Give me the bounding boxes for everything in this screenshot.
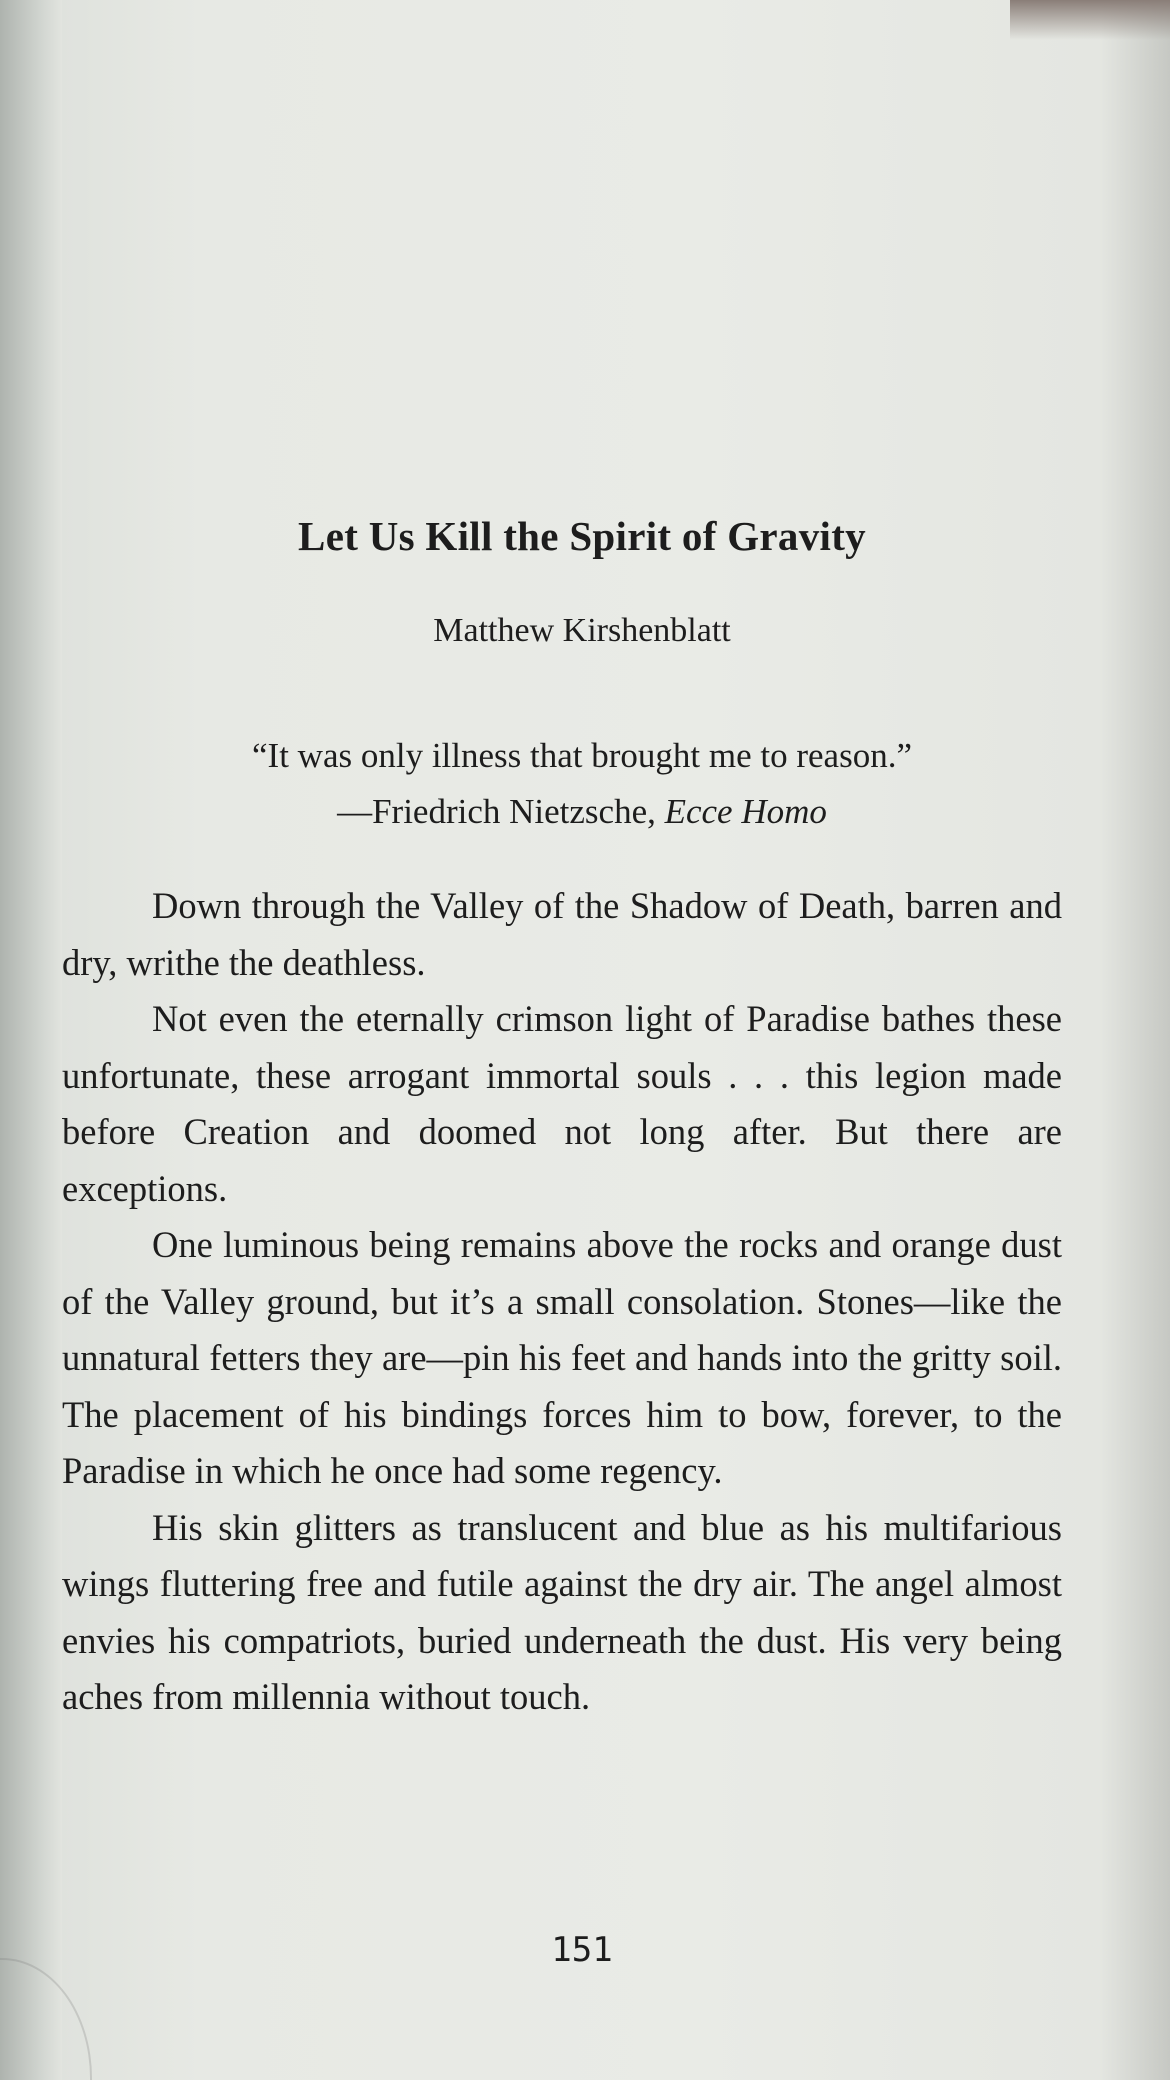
epigraph-author: —Friedrich Nietzsche, (337, 792, 665, 831)
page-gutter (0, 0, 62, 2080)
story-title: Let Us Kill the Spirit of Gravity (298, 513, 866, 559)
paragraph: His skin glitters as translucent and blue as his multifarious wings fluttering free and futile against the dry air. The angel almost envies his compatriots, buried underneath the dust. His very being aches from millennia without touch. (62, 1506, 1062, 1717)
book-page (62, 0, 1170, 2080)
paragraph: Not even the eternally crimson light of Paradise bathes these unfortunate, these arrogant immortal souls . . . this legion made before Creation and doomed not long after. But there are exceptions. (62, 998, 1062, 1209)
epigraph-quote: “It was only illness that brought me to reason.” (252, 736, 912, 775)
author-name: Matthew Kirshenblatt (433, 612, 731, 649)
epigraph-work: Ecce Homo (664, 792, 827, 831)
paragraph: Down through the Valley of the Shadow of Death, barren and dry, writhe the deathless. (62, 885, 1062, 983)
paragraph: One luminous being remains above the rocks and orange dust of the Valley ground, but it’s a small consolation. Stones—like the unnatural fetters they are—pin his feet and hands into the gritty soil. The placement of his bindings forces him to bow, forever, to the Paradise in which he once had some regency. (62, 1224, 1062, 1491)
epigraph-attribution (62, 784, 1102, 840)
page-number: 151 (551, 1930, 613, 1970)
body-text (62, 878, 1062, 1726)
epigraph (62, 728, 1102, 840)
